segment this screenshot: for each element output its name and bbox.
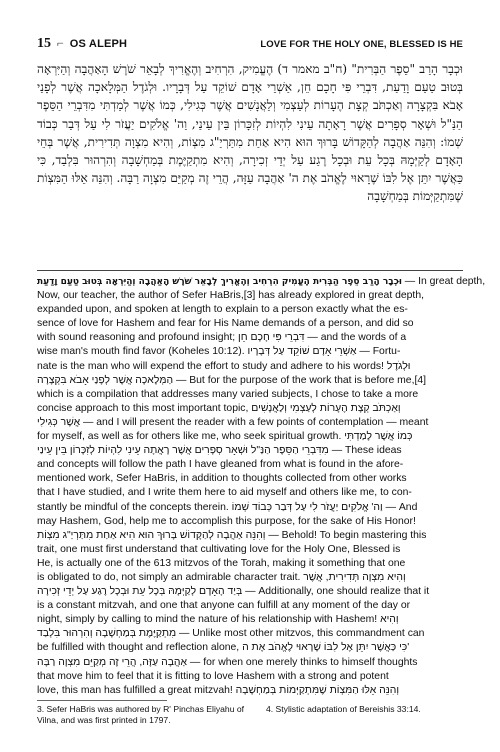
commentary-line xyxy=(37,388,463,402)
commentary-line xyxy=(37,543,463,557)
footnote-rule xyxy=(37,700,167,701)
page-header xyxy=(37,36,463,54)
commentary-line xyxy=(37,444,463,458)
running-title: LOVE FOR THE HOLY ONE, BLESSED IS HE xyxy=(260,39,463,50)
commentary-english: מִתְקַיֶּמֶת בְּמַחְשָׁבָה וְהִרְהוּר בִּלְבַד — Unlike most other mitzvos, this commandment can xyxy=(37,628,425,640)
hebrew-main-text: וּכְבָר הָרַב "סֵפֶר הַבְּרִית" (ח"ב מאמר ד) הֶעֱמִיק, הִרְחִיב וְהֶאֱרִיךְ לְבָאֵר שֹׁרֶשׁ הָאַהֲבָה וְהַיִּרְאָה בְּטוּב טַעַם וָדַעַת, דִּבְרֵי פִּי חָכָם חֵן, אַשְׁרֵי אָדָם שׁוֹקֵד עַל דְּבָרָיו. וּלְגֹדֶל הַמְּלָאכָה אֲשֶׁר לְפָנַי אָבֹא בִּקְצָרָה וְאַכְתֹּב קְצָת הֶעָרוֹת לְעַצְמִי וְלַאֲנָשִׁים אֲשֶׁר כְּגִילִי, כְּמוֹ אֲשֶׁר לְמַדְתִּי מִדִּבְרֵי הַסֵּפֶר הַנַּ"ל וּשְׁאָר סְפָרִים אֲשֶׁר רָאָתָה עֵינִי לִהְיוֹת לְזִכָּרוֹן בֵּין עֵינַי, וַה' אֱלֹקִים יַעֲזֹר לִי עַל דְּבַר כְּבוֹד שְׁמוֹ: וְהִנֵּה אַהֲבָה לְהַקָּדוֹשׁ בָּרוּךְ הוּא הִיא אַחַת מִתַּרְיַ"ג מִצְוֹת, וְהִיא מִצְוָה תְּדִירִית, אֲשֶׁר בְּחֵי הָאָדָם לְקַיְּמָהּ בְּכָל עֵת וּבְכָל רֶגַע עַל יְדֵי זְכִירָה, וְהִיא מִתְקַיֶּמֶת בְּמַחְשָׁבָה וְהִרְהוּר בִּלְבַד, כִּי כַּאֲשֶׁר יִתֵּן אֶל לִבּוֹ שֶׁרָאוּי לֶאֱהֹב אֶת ה' אַהֲבָה עַזָּה, הֲרֵי זֶה מְקַיֵּם מִצְוָה רַבָּה. וְהִנֵּה אֵלּוּ הַמִּצְוֹת שֶׁמִּתְקַיְּמוֹת בְּמַחְשָׁבָה xyxy=(37,62,463,204)
footnote-3: 3. Sefer HaBris was authored by R' Pinchas Eliyahu of Vilna, and was first printed in 1797. xyxy=(37,704,245,725)
commentary-line xyxy=(37,430,463,444)
commentary-english: wise man's mouth find favor (Koheles 10:12). אַשְׁרֵי אָדָם שׁוֹקֵד עַל דְּבָרָיו — Fortu- xyxy=(37,346,401,358)
commentary-english: mentioned work, Sefer HaBris, in addition to thoughts collected from other works xyxy=(37,473,407,485)
ornament-icon: ⌐ xyxy=(57,36,64,50)
commentary-english: וְהִנֵּה אַהֲבָה לְהַקָּדוֹשׁ בָּרוּךְ הוּא הִיא אַחַת מִתַּרְיַ"ג מִצְוֹת — Behold! To begin mastering this xyxy=(37,529,427,541)
commentary-english: trait, one must first understand that cultivating love for the Holy One, Blessed is xyxy=(37,543,401,555)
footnote-4: 4. Stylistic adaptation of Bereishis 33:14. xyxy=(266,704,421,714)
commentary-line xyxy=(37,289,463,303)
commentary-line xyxy=(37,641,463,655)
commentary-english: is obligated to do, not simply an admirable character trait. וְהִיא מִצְוָה תְּדִירִית, אֲשֶׁר xyxy=(37,571,406,583)
commentary-english: which is a compilation that addresses many varied subjects, I chose to take a more xyxy=(37,388,419,400)
commentary-line xyxy=(37,360,463,374)
commentary-english: love, this man has fulfilled a great mitzvah! וְהִנֵּה אֵלּוּ הַמִּצְוֹת שֶׁמִּתְקַיְּמוֹת בְּמַחְשָׁבָה xyxy=(37,684,400,696)
commentary-english: הַמְּלָאכָה אֲשֶׁר לְפָנַי אָבֹא בִּקְצָרָה — But for the purpose of the work that is before me,[4] xyxy=(37,374,427,386)
commentary-line xyxy=(37,670,463,684)
commentary-line xyxy=(37,515,463,529)
commentary-english: nate is the man who will expend the effort to study and adhere to his words! וּלְגֹדֶל xyxy=(37,360,411,372)
commentary-line xyxy=(37,331,463,345)
commentary-english: expanded upon, and spoken at length to explain to a person exactly what the es- xyxy=(37,304,408,316)
section-divider xyxy=(37,270,463,271)
commentary-english: that move him to feel that it is fitting to love Hashem with a strong and potent xyxy=(37,670,389,682)
commentary-line xyxy=(37,402,463,416)
commentary-line xyxy=(37,486,463,500)
commentary-english: concise approach to this most important topic, וְאַכְתֹּב קְצָת הֶעָרוֹת לְעַצְמִי וְלַאֲנָשִׁים xyxy=(37,402,401,414)
commentary-english: is a constant mitzvah, and one that anyone can fulfill at any moment of the day or xyxy=(37,600,411,612)
commentary-english: and concepts will follow the path I have gleaned from what is found in the afore- xyxy=(37,459,404,471)
commentary-line xyxy=(37,529,463,543)
commentary-english: may Hashem, God, help me to accomplish this purpose, for the sake of His Honor! xyxy=(37,515,416,527)
commentary-line xyxy=(37,374,463,388)
commentary-english: אֲשֶׁר כְּגִילִי — and I will present the reader with a few points of contemplation — meant xyxy=(37,416,429,428)
commentary-english: for myself, as well as for others like me, who seek spiritual growth. כְּמוֹ אֲשֶׁר לָמַדְתִּי xyxy=(37,431,413,443)
commentary-english: that I have studied, and I write them here to aid myself and others like me, to con- xyxy=(37,487,412,499)
commentary-line xyxy=(37,458,463,472)
commentary-english: בְּיַד הָאָדָם לְקַיְּמָהּ בְּכָל עֵת וּבְכָל רֶגַע עַל יְדֵי זְכִירָה — Additionally, one should realize that it xyxy=(37,586,430,598)
commentary-line xyxy=(37,345,463,359)
commentary-line xyxy=(37,684,463,698)
commentary-line xyxy=(37,501,463,515)
commentary-english: מִדִּבְרֵי הַסֵּפֶר הַנַּ"ל וּשְׁאָר סְפָרִים אֲשֶׁר רָאֲתָה עֵינִי לִהְיוֹת לְזִכָּרוֹן בֵּין עֵינַי — These ideas xyxy=(37,445,402,457)
commentary-line xyxy=(37,303,463,317)
commentary-english: אַהֲבָה עַזָּה, הֲרֵי זֶה מְקַיֵּם מִצְוָה רַבָּה — for when one merely thinks to himself thoughts xyxy=(37,656,418,668)
commentary-english: — In great depth, xyxy=(401,276,486,287)
commentary-line xyxy=(37,416,463,430)
commentary-hebrew-lemma: וּכְבָר הָרַב סֵפֶר הַבְּרִית הֶעֱמִיק הִרְחִיב וְהֶאֱרִיךְ לְבָאֵר שֹׁרֶשׁ הָאַהֲבָה וְהַיִּרְאָה בְּטוּב טַעַם וָדַעַת xyxy=(37,277,402,287)
commentary-line xyxy=(37,613,463,627)
book-title: OS ALEPH xyxy=(69,38,128,50)
commentary-line xyxy=(37,599,463,613)
header-left xyxy=(37,36,127,52)
commentary-english: with sound reasoning and profound insight; דִּבְרֵי פִּי חָכָם חֵן — and the words of a xyxy=(37,332,407,344)
commentary-line xyxy=(37,585,463,599)
commentary-english: Now, our teacher, the author of Sefer HaBris,[3] has already explored in great depth, xyxy=(37,290,424,302)
commentary-line xyxy=(37,275,486,289)
commentary-english: He, is actually one of the 613 mitzvos of the Torah, making it something that one xyxy=(37,557,406,569)
commentary-text xyxy=(37,275,486,696)
commentary-english: be fulfilled with thought and reflection alone, כִּי כַּאֲשֶׁר יִתֵּן אֶל לִבּוֹ שֶׁרָאוּי לֶאֱהֹב אֶת ה' xyxy=(37,642,410,654)
commentary-line xyxy=(37,557,463,571)
commentary-line xyxy=(37,317,463,331)
commentary-line xyxy=(37,627,463,641)
commentary-english: night, simply by calling to mind the nature of his relationship with Hashem! וְהִיא xyxy=(37,614,399,626)
footnotes xyxy=(37,704,463,736)
page-number: 15 xyxy=(37,36,51,51)
commentary-line xyxy=(37,472,463,486)
commentary-line xyxy=(37,656,463,670)
commentary-line xyxy=(37,571,463,585)
commentary-english: stantly be mindful of the concepts therein. וַה' אֱלֹקִים יַעֲזֹר לִי עַל דְּבַר כְּבוֹד שְׁמוֹ — And xyxy=(37,501,418,513)
commentary-english: sence of love for Hashem and fear for His Name demands of a person, and did so xyxy=(37,318,414,330)
